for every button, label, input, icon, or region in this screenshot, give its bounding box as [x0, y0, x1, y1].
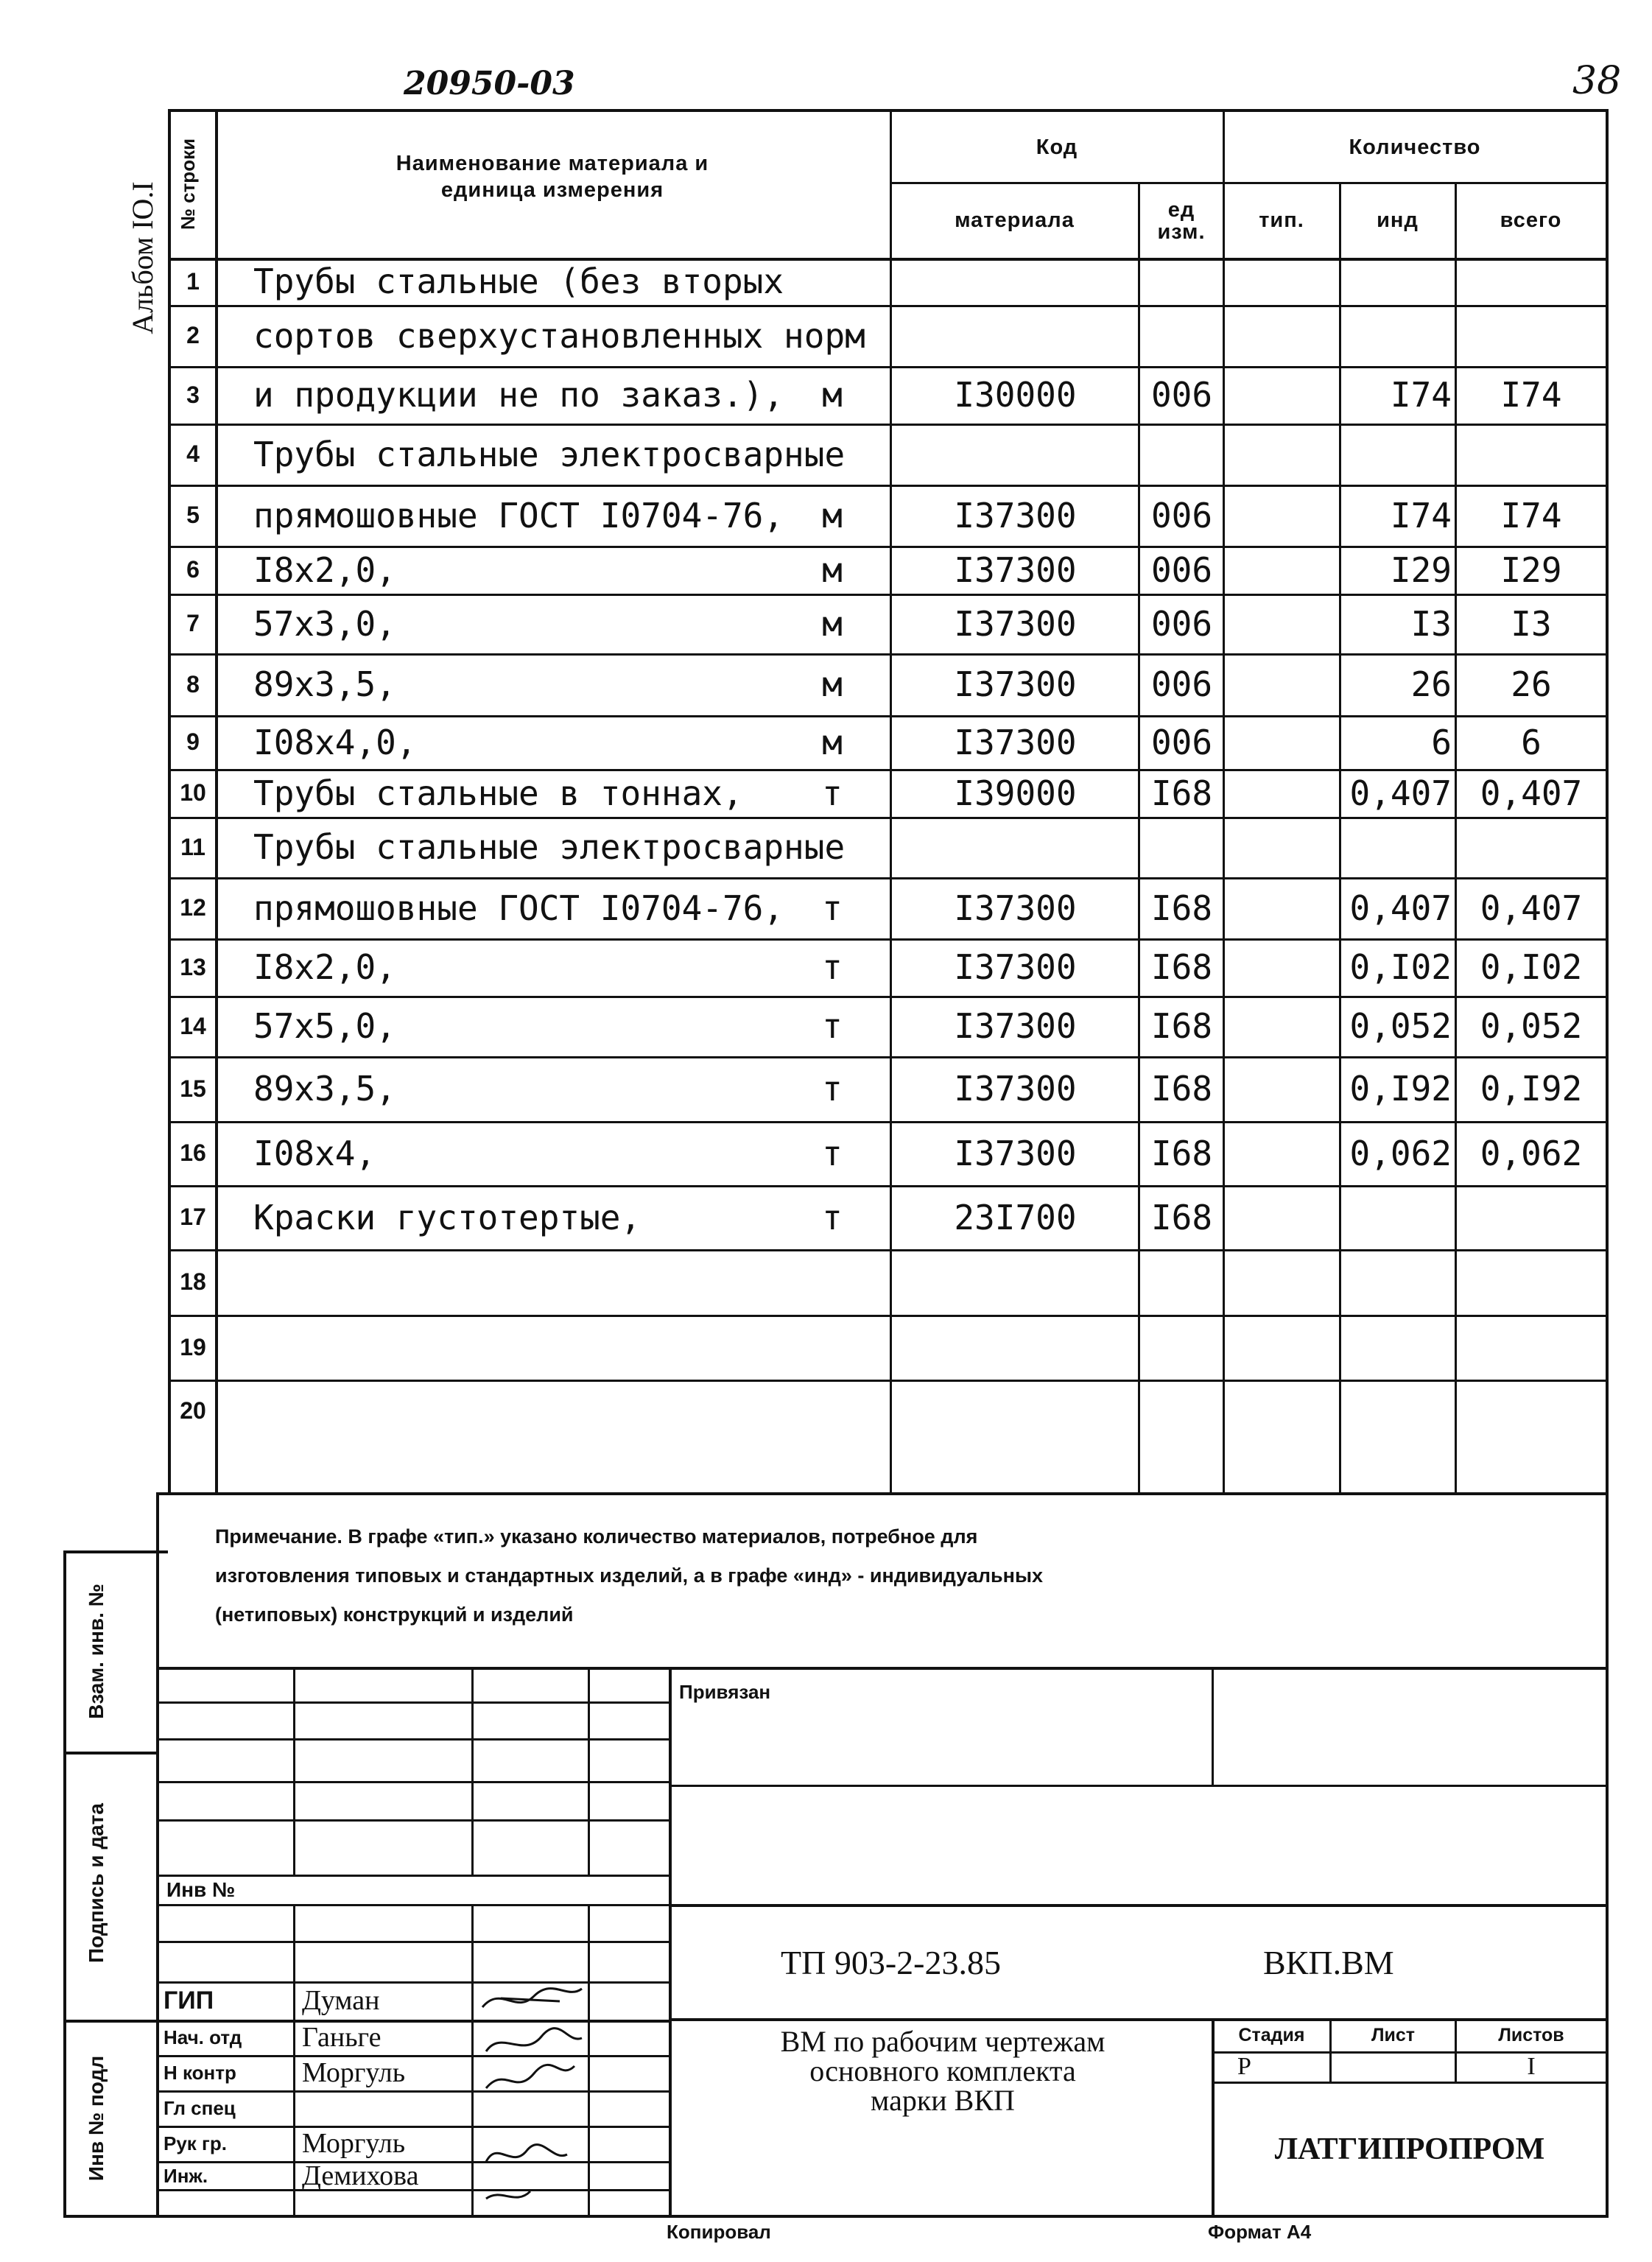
row-number: 20: [180, 1397, 206, 1424]
row-unit-code: 006: [1150, 375, 1213, 415]
side-label-inv: Инв № подл: [85, 2055, 108, 2182]
row-divider: [168, 1056, 1606, 1058]
row-unit-code: I68: [1150, 1197, 1213, 1237]
role-person-name: [302, 2090, 471, 2126]
organization-name: ЛАТГИПРОПРОМ: [1274, 2132, 1545, 2166]
stage-label: Стадия: [1238, 2025, 1305, 2045]
row-qty-ind: I74: [1390, 375, 1452, 415]
row-unit: м: [822, 549, 843, 590]
row-qty-tip: [1225, 817, 1339, 877]
col-name-header-text: Наименование материала и единица измерения: [396, 152, 709, 202]
row-qty-tip: [1225, 1249, 1339, 1315]
role-label: Гл спец: [164, 2096, 236, 2119]
row-material-code: [893, 1315, 1138, 1380]
row-qty-ind: [1341, 1380, 1452, 1442]
row-qty-tip: [1225, 938, 1339, 996]
col-qty-tip-header: тип.: [1259, 208, 1304, 232]
col-qty-total-header: всего: [1500, 208, 1562, 232]
row-number: 15: [180, 1075, 206, 1102]
col-qty-ind-header: инд: [1377, 208, 1419, 232]
row-qty-tip: [1225, 546, 1339, 594]
row-material-code: I37300: [954, 888, 1077, 928]
row-name: I8x2,0,: [253, 549, 396, 590]
row-qty-ind: 0,407: [1349, 888, 1452, 928]
row-divider: [168, 653, 1606, 656]
row-divider: [168, 1315, 1606, 1317]
doc-title-line-1: ВМ по рабочим чертежам: [780, 2025, 1106, 2058]
row-unit: [810, 817, 854, 877]
row-material-code: [893, 424, 1138, 485]
row-divider: [168, 1185, 1606, 1187]
role-label: ГИП: [164, 1986, 214, 2015]
row-number: 2: [186, 322, 200, 348]
top-doc-number: 20950-03: [404, 65, 575, 102]
row-qty-ind: [1341, 305, 1452, 366]
note-line-3: (нетиповых) конструкций и изделий: [215, 1604, 574, 1626]
row-number: 5: [186, 502, 200, 528]
row-material-code: I37300: [954, 495, 1077, 535]
row-unit: м: [822, 603, 843, 644]
row-qty-ind: [1341, 817, 1452, 877]
row-unit: т: [822, 1197, 843, 1237]
row-qty-ind: I3: [1410, 603, 1452, 644]
row-qty-total: 0,407: [1480, 773, 1583, 813]
row-qty-total: 0,I92: [1480, 1069, 1583, 1109]
col-kod-header: Код: [1036, 135, 1078, 159]
row-divider: [168, 1121, 1606, 1123]
row-unit-code: I68: [1150, 1006, 1213, 1046]
row-divider: [168, 366, 1606, 368]
row-unit-code: [1141, 258, 1223, 305]
row-qty-tip: [1225, 485, 1339, 546]
row-unit-code: I68: [1150, 773, 1213, 813]
stage-value: Р: [1237, 2053, 1251, 2080]
row-name: Трубы стальные электросварные: [253, 827, 846, 867]
row-qty-ind: I74: [1390, 495, 1452, 535]
row-name: [253, 1315, 813, 1380]
row-divider: [168, 769, 1606, 771]
row-number: 18: [180, 1268, 206, 1295]
col-kod-unit-header-text: ед изм.: [1157, 197, 1206, 244]
row-name: Трубы стальные электросварные: [253, 434, 846, 474]
row-unit: т: [822, 947, 843, 987]
row-qty-ind: [1341, 1185, 1452, 1249]
row-name: прямошовные ГОСТ I0704-76,: [253, 495, 784, 535]
row-name: I08x4,0,: [253, 722, 417, 762]
row-qty-tip: [1225, 424, 1339, 485]
row-material-code: [893, 1249, 1138, 1315]
row-material-code: I37300: [954, 722, 1077, 762]
row-divider: [168, 546, 1606, 548]
col-row-no-header: № строки: [177, 138, 199, 231]
row-number: 11: [180, 833, 205, 860]
row-qty-tip: [1225, 1056, 1339, 1121]
row-material-code: I37300: [954, 1069, 1077, 1109]
row-material-code: I37300: [954, 549, 1077, 590]
row-qty-tip: [1225, 366, 1339, 424]
row-name: [253, 1249, 813, 1315]
row-divider: [168, 715, 1606, 717]
row-material-code: 23I700: [954, 1197, 1077, 1237]
format-label: Формат А4: [1208, 2221, 1312, 2243]
row-divider: [168, 1249, 1606, 1251]
col-kod-material-header: материала: [955, 208, 1075, 232]
doc-title-line-3: марки ВКП: [871, 2084, 1015, 2117]
row-material-code: [893, 305, 1138, 366]
note-line-2: изготовления типовых и стандартных изделий, а в графе «инд» - индивидуальных: [215, 1564, 1044, 1587]
row-unit-code: [1141, 305, 1223, 366]
row-unit: [810, 1315, 854, 1380]
row-name: 57x5,0,: [253, 1006, 396, 1046]
album-label: Альбом IO.I: [126, 181, 159, 334]
row-name: сортов сверхустановленных норм: [253, 315, 865, 356]
row-qty-ind: 26: [1410, 664, 1452, 704]
row-qty-total: 0,I02: [1480, 947, 1583, 987]
row-qty-total: [1457, 1315, 1606, 1380]
row-qty-ind: 0,062: [1349, 1133, 1452, 1173]
row-qty-ind: 0,052: [1349, 1006, 1452, 1046]
row-unit-code: I68: [1150, 1133, 1213, 1173]
row-number: 7: [186, 610, 200, 636]
row-qty-ind: I29: [1390, 549, 1452, 590]
row-qty-tip: [1225, 996, 1339, 1056]
row-unit-code: [1141, 1315, 1223, 1380]
row-unit: т: [822, 1133, 843, 1173]
row-qty-total: I29: [1500, 549, 1562, 590]
row-qty-total: 26: [1511, 664, 1552, 704]
row-qty-ind: [1341, 1315, 1452, 1380]
row-qty-tip: [1225, 1185, 1339, 1249]
role-person-name: Ганьге: [302, 2022, 382, 2053]
row-number: 8: [186, 670, 200, 698]
row-unit: т: [822, 888, 843, 928]
row-unit: [810, 424, 854, 485]
row-qty-tip: [1225, 594, 1339, 653]
row-name: Трубы стальные в тоннах,: [253, 773, 743, 813]
row-qty-total: [1457, 817, 1606, 877]
row-material-code: I37300: [954, 603, 1077, 644]
sheets-value: I: [1527, 2053, 1536, 2080]
row-divider: [168, 1380, 1606, 1382]
sheets-label: Листов: [1498, 2025, 1564, 2045]
row-unit: [810, 258, 854, 305]
row-qty-tip: [1225, 258, 1339, 305]
row-number: 3: [186, 381, 200, 408]
row-material-code: I30000: [954, 375, 1077, 415]
doc-title-line-2: основного комплекта: [809, 2054, 1076, 2087]
row-qty-total: 0,062: [1480, 1133, 1583, 1173]
row-number: 12: [180, 894, 206, 921]
doc-code: ТП 903-2-23.85: [781, 1944, 1001, 1981]
row-name: Краски густотертые,: [253, 1197, 642, 1237]
inv-no-label: Инв №: [166, 1878, 236, 1901]
role-label: Рук гр.: [164, 2132, 227, 2154]
row-name: [253, 1380, 813, 1442]
row-qty-total: [1457, 258, 1606, 305]
row-unit-code: 006: [1150, 549, 1213, 590]
row-name: 57x3,0,: [253, 603, 396, 644]
row-qty-tip: [1225, 305, 1339, 366]
side-label-vzam: Взам. инв. №: [85, 1584, 108, 1719]
row-name: I08x4,: [253, 1133, 376, 1173]
sheet-label: Лист: [1371, 2025, 1416, 2045]
row-number: 9: [186, 728, 200, 755]
row-unit-code: I68: [1150, 888, 1213, 928]
row-unit-code: I68: [1150, 1069, 1213, 1109]
role-person-name: Моргуль: [302, 2057, 406, 2088]
row-name: I8x2,0,: [253, 947, 396, 987]
note-line-1: Примечание. В графе «тип.» указано количество материалов, потребное для: [215, 1525, 978, 1548]
copied-label: Копировал: [667, 2221, 771, 2243]
row-number: 14: [180, 1012, 206, 1039]
row-unit-code: [1141, 424, 1223, 485]
row-qty-tip: [1225, 769, 1339, 817]
row-unit: м: [822, 495, 843, 535]
row-unit: м: [822, 722, 843, 762]
row-number: 6: [186, 556, 200, 583]
row-qty-total: 0,407: [1480, 888, 1583, 928]
row-qty-total: [1457, 424, 1606, 485]
row-qty-tip: [1225, 653, 1339, 715]
row-unit: м: [822, 664, 843, 704]
role-label: Н контр: [164, 2061, 236, 2084]
privyazan-label: Привязан: [679, 1681, 771, 1703]
page-number: 38: [1572, 59, 1622, 103]
row-material-code: I37300: [954, 1006, 1077, 1046]
row-material-code: [893, 1380, 1138, 1442]
row-material-code: [893, 258, 1138, 305]
row-qty-total: [1457, 1380, 1606, 1442]
row-number: 19: [180, 1333, 206, 1360]
row-qty-tip: [1225, 1121, 1339, 1185]
col-kod-unit-header: [1140, 186, 1223, 256]
row-material-code: I39000: [954, 773, 1077, 813]
col-name-header: [221, 147, 884, 206]
row-qty-tip: [1225, 1315, 1339, 1380]
row-divider: [168, 996, 1606, 998]
note: [215, 1517, 1043, 1634]
row-name: прямошовные ГОСТ I0704-76,: [253, 888, 784, 928]
row-unit-code: 006: [1150, 495, 1213, 535]
doc-title: [678, 2027, 1208, 2115]
row-qty-ind: 6: [1431, 722, 1452, 762]
role-person-name: Демихова: [302, 2160, 419, 2191]
row-number: 10: [180, 779, 206, 806]
signatures: [471, 1956, 619, 2217]
row-divider: [168, 938, 1606, 941]
row-qty-tip: [1225, 877, 1339, 938]
row-name: 89x3,5,: [253, 664, 396, 704]
row-number: 4: [186, 440, 200, 467]
side-label-podpis: Подпись и дата: [85, 1803, 108, 1963]
row-name: и продукции не по заказ.),: [253, 375, 784, 415]
row-number: 16: [180, 1139, 206, 1166]
row-material-code: I37300: [954, 947, 1077, 987]
row-qty-total: I74: [1500, 495, 1562, 535]
row-unit-code: 006: [1150, 722, 1213, 762]
row-unit: м: [822, 375, 843, 415]
row-unit: [810, 1249, 854, 1315]
row-qty-ind: [1341, 1249, 1452, 1315]
row-qty-ind: 0,I92: [1349, 1069, 1452, 1109]
table-bottom-border: [156, 1492, 1606, 1495]
role-person-name: Думан: [302, 1985, 380, 2016]
row-unit-code: 006: [1150, 603, 1213, 644]
row-divider: [168, 877, 1606, 879]
row-qty-total: [1457, 1185, 1606, 1249]
row-material-code: I37300: [954, 664, 1077, 704]
role-person-name: Моргуль: [302, 2128, 406, 2159]
col-qty-header: Количество: [1349, 135, 1481, 159]
row-unit-code: [1141, 1380, 1223, 1442]
row-qty-total: 6: [1521, 722, 1542, 762]
row-number: 17: [180, 1204, 206, 1230]
row-unit: т: [822, 1006, 843, 1046]
row-qty-ind: [1341, 424, 1452, 485]
row-unit: т: [822, 1069, 843, 1109]
row-qty-tip: [1225, 1380, 1339, 1442]
row-unit-code: [1141, 1249, 1223, 1315]
row-qty-total: I74: [1500, 375, 1562, 415]
row-qty-total: I3: [1511, 603, 1552, 644]
doc-mark: ВКП.ВМ: [1263, 1944, 1394, 1981]
row-name: Трубы стальные (без вторых: [253, 261, 784, 301]
row-qty-ind: 0,407: [1349, 773, 1452, 813]
row-qty-ind: 0,I02: [1349, 947, 1452, 987]
row-number: 1: [186, 267, 200, 295]
row-unit-code: 006: [1150, 664, 1213, 704]
row-divider: [168, 594, 1606, 596]
row-unit: [810, 1380, 854, 1442]
row-divider: [168, 817, 1606, 819]
row-unit: т: [822, 773, 843, 813]
row-qty-ind: [1341, 258, 1452, 305]
row-unit-code: [1141, 817, 1223, 877]
role-label: Инж.: [164, 2164, 208, 2187]
row-divider: [168, 305, 1606, 307]
row-divider: [168, 424, 1606, 426]
row-divider: [168, 485, 1606, 487]
row-unit-code: I68: [1150, 947, 1213, 987]
row-number: 13: [180, 953, 206, 980]
row-qty-total: [1457, 1249, 1606, 1315]
row-material-code: I37300: [954, 1133, 1077, 1173]
row-material-code: [893, 817, 1138, 877]
role-label: Нач. отд: [164, 2026, 242, 2048]
row-qty-tip: [1225, 715, 1339, 769]
row-qty-total: [1457, 305, 1606, 366]
row-qty-total: 0,052: [1480, 1006, 1583, 1046]
row-name: 89x3,5,: [253, 1069, 396, 1109]
row-unit: [810, 305, 854, 366]
